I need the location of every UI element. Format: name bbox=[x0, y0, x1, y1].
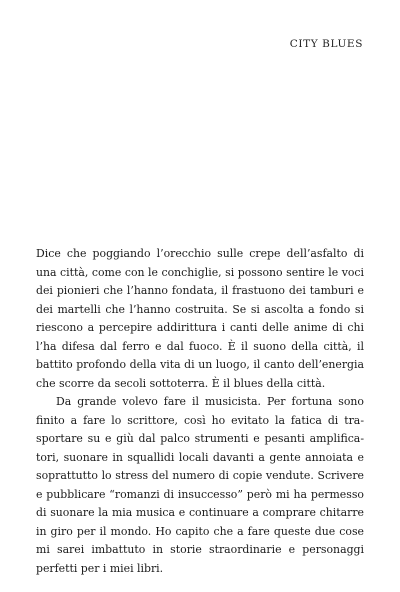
running-head: CITY BLUES bbox=[289, 38, 363, 50]
paragraph-1: Dice che poggiando l’orecchio sulle crepe dell’asfalto di una città, come con le conchiglie, si possono sentire le voci dei pionieri che l’hanno fondata, il frastuono dei tamburi e dei martelli che l’hanno costruita. Se si ascolta a fondo si riescono a percepire addirittura i canti delle anime di chi l’ha difesa dal ferro e dal fuoco. È il suono della città, il battito profondo della vita di un luogo, il canto dell’energia che scorre da secoli sottoterra. È il blues della città. bbox=[36, 247, 364, 390]
paragraph-2: Da grande volevo fare il musicista. Per fortuna sono finito a fare lo scrittore, così ho evitato la fatica di trasportare su e giù dal palco strumenti e pesanti amplificatori, suonare in squallidi locali davanti a gente annoiata e soprattutto lo stress del numero di copie vendute. Scrivere e pubblicare “romanzi di insuccesso” però mi ha permesso di suonare la mia musica e continuare a comprare chitarre in giro per il mondo. Ho capito che a fare queste due cose mi sarei imbattuto in storie straordinarie e personaggi perfetti per i miei libri. bbox=[36, 395, 364, 575]
body-text bbox=[36, 245, 364, 578]
